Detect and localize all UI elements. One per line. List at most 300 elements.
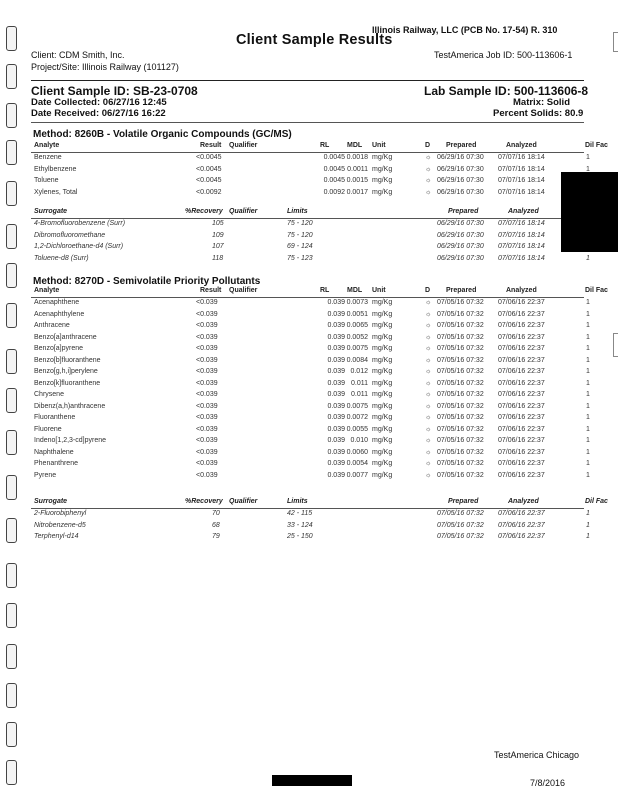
limits-value: 75 - 123: [287, 254, 313, 262]
surrogate-column-header: Analyzed: [508, 208, 539, 215]
analyte-name: Anthracene: [34, 322, 70, 329]
analyte-name: Pyrene: [34, 471, 57, 479]
table-rule: [31, 508, 584, 509]
dil-fac-value: 1: [586, 154, 590, 161]
dil-fac-value: 1: [586, 356, 590, 364]
rl-value: 0.039: [327, 414, 345, 421]
dry-weight-icon: ☼: [425, 177, 432, 184]
surrogate-name: Nitrobenzene-d5: [34, 521, 86, 529]
dil-fac-value: 1: [586, 414, 590, 421]
rl-value: 0.039: [327, 368, 345, 375]
result-value: <0.039: [196, 356, 218, 364]
prepared-date: 06/29/16 07:30: [437, 220, 484, 227]
analyzed-date: 07/06/16 22:37: [498, 379, 545, 387]
surrogate-row: [0, 533, 618, 544]
dil-fac-value: 1: [586, 310, 590, 318]
unit-value: mg/Kg: [372, 448, 393, 456]
analyzed-date: 07/06/16 22:37: [498, 471, 545, 479]
date-received: Date Received: 06/27/16 16:22: [31, 108, 166, 119]
prepared-date: 06/29/16 07:30: [437, 154, 484, 161]
table-row: [0, 460, 618, 471]
result-value: <0.0045: [196, 177, 222, 184]
mdl-value: 0.0052: [346, 333, 368, 341]
binder-hole: [6, 263, 17, 288]
rl-value: 0.039: [327, 448, 345, 456]
limits-value: 75 - 120: [287, 231, 313, 239]
mdl-value: 0.0075: [346, 345, 368, 352]
limits-value: 42 - 115: [287, 510, 313, 517]
mdl-value: 0.0015: [346, 177, 368, 184]
table-row: [0, 311, 618, 322]
rl-value: 0.0045: [323, 177, 345, 184]
analyzed-date: 07/06/16 22:37: [498, 425, 545, 433]
rl-value: 0.039: [327, 391, 345, 398]
analyzed-date: 07/07/16 18:14: [498, 165, 545, 173]
unit-value: mg/Kg: [372, 425, 393, 433]
prepared-date: 07/05/16 07:32: [437, 333, 484, 341]
prepared-date: 07/05/16 07:32: [437, 425, 484, 433]
prepared-date: 07/05/16 07:32: [437, 510, 484, 517]
table-row: [0, 177, 618, 188]
rl-value: 0.039: [327, 460, 345, 467]
column-header: Unit: [372, 287, 386, 294]
unit-value: mg/Kg: [372, 310, 393, 318]
unit-value: mg/Kg: [372, 356, 393, 364]
surrogate-name: 1,2-Dichloroethane-d4 (Surr): [34, 243, 124, 250]
table-rule: [31, 152, 584, 153]
analyte-name: Benzo[b]fluoranthene: [34, 356, 101, 364]
surrogate-row: [0, 232, 618, 243]
result-value: <0.039: [196, 379, 218, 387]
dry-weight-icon: ☼: [425, 471, 432, 479]
analyte-name: Fluorene: [34, 425, 62, 433]
dil-fac-value: 1: [586, 379, 590, 387]
rl-value: 0.039: [327, 402, 345, 410]
rl-value: 0.0045: [323, 165, 345, 173]
unit-value: mg/Kg: [372, 165, 393, 173]
analyte-name: Acenaphthylene: [34, 310, 85, 318]
mdl-value: 0.012: [350, 368, 368, 375]
mdl-value: 0.0017: [346, 188, 368, 196]
dry-weight-icon: ☼: [425, 414, 432, 421]
column-header: MDL: [347, 287, 363, 294]
prepared-date: 07/05/16 07:32: [437, 379, 484, 387]
prepared-date: 07/05/16 07:32: [437, 521, 484, 529]
column-header: Dil Fac: [585, 287, 608, 294]
column-header: Analyzed: [506, 287, 537, 294]
method-8270d-title: Method: 8270D - Semivolatile Priority Pollutants: [33, 276, 261, 287]
dry-weight-icon: ☼: [425, 437, 432, 444]
surrogate-name: Toluene-d8 (Surr): [34, 254, 89, 262]
dil-fac-value: 1: [586, 425, 590, 433]
analyte-name: Chrysene: [34, 391, 64, 398]
prepared-date: 06/29/16 07:30: [437, 231, 484, 239]
redaction-block: [561, 172, 618, 252]
table-row: [0, 357, 618, 368]
column-header: Prepared: [446, 287, 477, 294]
analyte-name: Phenanthrene: [34, 460, 78, 467]
rl-value: 0.039: [327, 437, 345, 444]
redaction-block: [272, 775, 352, 786]
result-value: <0.039: [196, 460, 218, 467]
analyte-name: Ethylbenzene: [34, 165, 77, 173]
surrogate-column-header: Prepared: [448, 208, 479, 215]
recovery-value: 79: [212, 533, 220, 540]
rl-value: 0.039: [327, 322, 345, 329]
dil-fac-value: 1: [586, 402, 590, 410]
binder-hole: [6, 760, 17, 785]
client-sample-id: Client Sample ID: SB-23-0708: [31, 84, 198, 98]
unit-value: mg/Kg: [372, 154, 393, 161]
surrogate-column-header: Dil Fac: [585, 498, 608, 505]
result-value: <0.039: [196, 437, 218, 444]
right-edge-tab: [613, 32, 618, 52]
rl-value: 0.039: [327, 345, 345, 352]
mdl-value: 0.0051: [346, 310, 368, 318]
prepared-date: 07/05/16 07:32: [437, 322, 484, 329]
column-header: Analyte: [34, 142, 60, 149]
recovery-value: 107: [212, 243, 224, 250]
unit-value: mg/Kg: [372, 402, 393, 410]
table-row: [0, 437, 618, 448]
mdl-value: 0.0054: [346, 460, 368, 467]
prepared-date: 07/05/16 07:32: [437, 414, 484, 421]
analyte-name: Indeno[1,2,3-cd]pyrene: [34, 437, 106, 444]
binder-hole: [6, 603, 17, 628]
table-row: [0, 472, 618, 483]
prepared-date: 07/05/16 07:32: [437, 460, 484, 467]
dry-weight-icon: ☼: [425, 333, 432, 341]
dry-weight-icon: ☼: [425, 425, 432, 433]
rl-value: 0.039: [327, 299, 345, 306]
job-id: TestAmerica Job ID: 500-113606-1: [434, 50, 573, 60]
mdl-value: 0.0065: [346, 322, 368, 329]
dil-fac-value: 1: [586, 165, 590, 173]
mdl-value: 0.0072: [346, 414, 368, 421]
surrogate-column-header: Surrogate: [34, 208, 68, 215]
surrogate-row: [0, 510, 618, 521]
rl-value: 0.039: [327, 379, 345, 387]
table-row: [0, 403, 618, 414]
rl-value: 0.039: [327, 333, 345, 341]
mdl-value: 0.0077: [346, 471, 368, 479]
mdl-value: 0.0073: [346, 299, 368, 306]
analyzed-date: 07/07/16 18:14: [498, 154, 545, 161]
surrogate-column-header: Limits: [287, 208, 308, 215]
limits-value: 33 - 124: [287, 521, 313, 529]
facility-line: Illinois Railway, LLC (PCB No. 17-54) R. 310: [372, 25, 558, 35]
recovery-value: 68: [212, 521, 220, 529]
unit-value: mg/Kg: [372, 414, 393, 421]
analyzed-date: 07/06/16 22:37: [498, 391, 545, 398]
column-header: D: [425, 287, 431, 294]
rl-value: 0.039: [327, 310, 345, 318]
dil-fac-value: 1: [586, 437, 590, 444]
prepared-date: 07/05/16 07:32: [437, 471, 484, 479]
analyzed-date: 07/06/16 22:37: [498, 356, 545, 364]
dil-fac-value: 1: [586, 368, 590, 375]
table-row: [0, 345, 618, 356]
analyte-name: Dibenz(a,h)anthracene: [34, 402, 106, 410]
binder-hole: [6, 722, 17, 747]
result-value: <0.039: [196, 368, 218, 375]
dil-fac-value: 1: [586, 448, 590, 456]
analyzed-date: 07/06/16 22:37: [498, 460, 545, 467]
method-8260b-title: Method: 8260B - Volatile Organic Compounds (GC/MS): [33, 129, 292, 140]
limits-value: 75 - 120: [287, 220, 313, 227]
surrogate-column-header: %Recovery: [185, 208, 223, 215]
analyzed-date: 07/07/16 18:14: [498, 220, 545, 227]
binder-hole: [6, 563, 17, 588]
rl-value: 0.039: [327, 471, 345, 479]
table-row: [0, 334, 618, 345]
column-header: Result: [200, 142, 222, 149]
surrogate-column-header: Qualifier: [229, 208, 258, 215]
binder-hole: [6, 103, 17, 128]
surrogate-name: 4-Bromofluorobenzene (Surr): [34, 220, 126, 227]
binder-hole: [6, 644, 17, 669]
dry-weight-icon: ☼: [425, 299, 432, 306]
table-row: [0, 299, 618, 310]
analyzed-date: 07/06/16 22:37: [498, 333, 545, 341]
dry-weight-icon: ☼: [425, 188, 432, 196]
analyzed-date: 07/06/16 22:37: [498, 322, 545, 329]
dil-fac-value: 1: [586, 345, 590, 352]
column-header: MDL: [347, 142, 363, 149]
table-row: [0, 189, 618, 200]
sample-rule: [31, 122, 584, 123]
table-row: [0, 322, 618, 333]
dil-fac-value: 1: [586, 391, 590, 398]
analyzed-date: 07/06/16 22:37: [498, 448, 545, 456]
surrogate-column-header: %Recovery: [185, 498, 223, 505]
surrogate-name: 2-Fluorobiphenyl: [34, 510, 87, 517]
prepared-date: 06/29/16 07:30: [437, 243, 484, 250]
surrogate-column-header: Qualifier: [229, 498, 258, 505]
analyzed-date: 07/07/16 18:14: [498, 177, 545, 184]
dry-weight-icon: ☼: [425, 368, 432, 375]
unit-value: mg/Kg: [372, 379, 393, 387]
analyte-name: Acenaphthene: [34, 299, 80, 306]
analyte-name: Fluoranthene: [34, 414, 76, 421]
column-header: D: [425, 142, 431, 149]
column-header: RL: [320, 142, 330, 149]
prepared-date: 07/05/16 07:32: [437, 299, 484, 306]
rl-value: 0.0045: [323, 154, 345, 161]
result-value: <0.039: [196, 391, 218, 398]
table-rule: [31, 297, 584, 298]
footer-company: TestAmerica Chicago: [494, 750, 580, 760]
table-row: [0, 391, 618, 402]
column-header: Dil Fac: [585, 142, 608, 149]
dry-weight-icon: ☼: [425, 356, 432, 364]
mdl-value: 0.011: [351, 379, 368, 387]
result-value: <0.039: [196, 471, 218, 479]
unit-value: mg/Kg: [372, 460, 393, 467]
table-row: [0, 414, 618, 425]
recovery-value: 118: [212, 254, 224, 262]
mdl-value: 0.0060: [346, 448, 368, 456]
prepared-date: 07/05/16 07:32: [437, 437, 484, 444]
dry-weight-icon: ☼: [425, 322, 432, 329]
mdl-value: 0.0075: [346, 402, 368, 410]
prepared-date: 07/05/16 07:32: [437, 356, 484, 364]
dry-weight-icon: ☼: [425, 402, 432, 410]
surrogate-row: [0, 220, 618, 231]
table-row: [0, 154, 618, 165]
dil-fac-value: 1: [586, 533, 590, 540]
analyte-name: Benzo[a]pyrene: [34, 345, 84, 352]
result-value: <0.0045: [196, 154, 222, 161]
prepared-date: 07/05/16 07:32: [437, 345, 484, 352]
dil-fac-value: 1: [586, 322, 590, 329]
unit-value: mg/Kg: [372, 471, 393, 479]
unit-value: mg/Kg: [372, 177, 393, 184]
column-header: Prepared: [446, 142, 477, 149]
dil-fac-value: 1: [586, 510, 590, 517]
table-row: [0, 380, 618, 391]
prepared-date: 07/05/16 07:32: [437, 402, 484, 410]
column-header: Qualifier: [229, 287, 258, 294]
mdl-value: 0.010: [350, 437, 368, 444]
result-value: <0.0092: [196, 188, 222, 196]
analyzed-date: 07/06/16 22:37: [498, 414, 545, 421]
surrogate-column-header: Prepared: [448, 498, 479, 505]
dry-weight-icon: ☼: [425, 345, 432, 352]
surrogate-row: [0, 255, 618, 266]
result-value: <0.039: [196, 448, 218, 456]
dil-fac-value: 1: [586, 333, 590, 341]
table-row: [0, 368, 618, 379]
analyte-name: Toluene: [34, 177, 59, 184]
analyte-name: Xylenes, Total: [34, 188, 78, 196]
rl-value: 0.039: [327, 425, 345, 433]
prepared-date: 06/29/16 07:30: [437, 177, 484, 184]
limits-value: 69 - 124: [287, 243, 313, 250]
dry-weight-icon: ☼: [425, 460, 432, 467]
unit-value: mg/Kg: [372, 437, 393, 444]
unit-value: mg/Kg: [372, 368, 393, 375]
analyzed-date: 07/06/16 22:37: [498, 510, 545, 517]
result-value: <0.039: [196, 345, 218, 352]
dil-fac-value: 1: [586, 521, 590, 529]
dry-weight-icon: ☼: [425, 165, 432, 173]
project-label: Project/Site: Illinois Railway (101127): [31, 62, 179, 72]
mdl-value: 0.0018: [346, 154, 368, 161]
analyte-name: Naphthalene: [34, 448, 74, 456]
table-row: [0, 166, 618, 177]
analyzed-date: 07/07/16 18:14: [498, 231, 545, 239]
unit-value: mg/Kg: [372, 299, 393, 306]
dil-fac-value: 1: [586, 299, 590, 306]
analyte-name: Benzo[k]fluoranthene: [34, 379, 101, 387]
result-value: <0.039: [196, 425, 218, 433]
unit-value: mg/Kg: [372, 345, 393, 352]
analyzed-date: 07/07/16 18:14: [498, 243, 545, 250]
unit-value: mg/Kg: [372, 391, 393, 398]
header-rule: [31, 80, 584, 81]
recovery-value: 70: [212, 510, 220, 517]
prepared-date: 06/29/16 07:30: [437, 165, 484, 173]
dry-weight-icon: ☼: [425, 154, 432, 161]
analyzed-date: 07/06/16 22:37: [498, 368, 545, 375]
result-value: <0.039: [196, 414, 218, 421]
analyte-name: Benzo[a]anthracene: [34, 333, 97, 341]
analyzed-date: 07/06/16 22:37: [498, 521, 545, 529]
surrogate-column-header: Surrogate: [34, 498, 68, 505]
column-header: Result: [200, 287, 222, 294]
prepared-date: 06/29/16 07:30: [437, 254, 484, 262]
column-header: Analyte: [34, 287, 60, 294]
analyzed-date: 07/06/16 22:37: [498, 533, 545, 540]
prepared-date: 07/05/16 07:32: [437, 533, 484, 540]
matrix: Matrix: Solid: [513, 97, 571, 108]
column-header: RL: [320, 287, 330, 294]
footer-date: 7/8/2016: [530, 778, 566, 788]
prepared-date: 07/05/16 07:32: [437, 310, 484, 318]
mdl-value: 0.0011: [347, 165, 368, 173]
mdl-value: 0.0084: [346, 356, 368, 364]
analyzed-date: 07/07/16 18:14: [498, 254, 545, 262]
analyzed-date: 07/07/16 18:14: [498, 188, 545, 196]
column-header: Qualifier: [229, 142, 258, 149]
client-label: Client: CDM Smith, Inc.: [31, 50, 125, 60]
percent-solids: Percent Solids: 80.9: [493, 108, 584, 119]
limits-value: 25 - 150: [287, 533, 313, 540]
result-value: <0.039: [196, 402, 218, 410]
dry-weight-icon: ☼: [425, 379, 432, 387]
surrogate-column-header: Limits: [287, 498, 308, 505]
result-value: <0.0045: [196, 165, 222, 173]
dry-weight-icon: ☼: [425, 448, 432, 456]
surrogate-name: Terphenyl-d14: [34, 533, 79, 540]
date-collected: Date Collected: 06/27/16 12:45: [31, 97, 167, 108]
page-title: Client Sample Results: [236, 32, 393, 48]
unit-value: mg/Kg: [372, 333, 393, 341]
prepared-date: 06/29/16 07:30: [437, 188, 484, 196]
result-value: <0.039: [196, 322, 218, 329]
column-header: Unit: [372, 142, 386, 149]
lab-sample-id: Lab Sample ID: 500-113606-8: [424, 84, 589, 98]
surrogate-name: Dibromofluoromethane: [34, 231, 106, 239]
table-row: [0, 426, 618, 437]
result-value: <0.039: [196, 333, 218, 341]
dil-fac-value: 1: [586, 471, 590, 479]
prepared-date: 07/05/16 07:32: [437, 448, 484, 456]
mdl-value: 0.0055: [346, 425, 368, 433]
binder-hole: [6, 683, 17, 708]
prepared-date: 07/05/16 07:32: [437, 368, 484, 375]
recovery-value: 105: [212, 220, 224, 227]
recovery-value: 109: [212, 231, 224, 239]
table-rule: [31, 218, 584, 219]
rl-value: 0.039: [327, 356, 345, 364]
analyzed-date: 07/06/16 22:37: [498, 310, 545, 318]
mdl-value: 0.011: [351, 391, 368, 398]
analyzed-date: 07/06/16 22:37: [498, 345, 545, 352]
binder-hole: [6, 26, 17, 51]
result-value: <0.039: [196, 310, 218, 318]
binder-hole: [6, 64, 17, 89]
analyzed-date: 07/06/16 22:37: [498, 402, 545, 410]
result-value: <0.039: [196, 299, 218, 306]
dry-weight-icon: ☼: [425, 310, 432, 318]
surrogate-row: [0, 522, 618, 533]
analyzed-date: 07/06/16 22:37: [498, 437, 545, 444]
unit-value: mg/Kg: [372, 322, 393, 329]
analyte-name: Benzo[g,h,i]perylene: [34, 368, 98, 375]
rl-value: 0.0092: [323, 188, 345, 196]
